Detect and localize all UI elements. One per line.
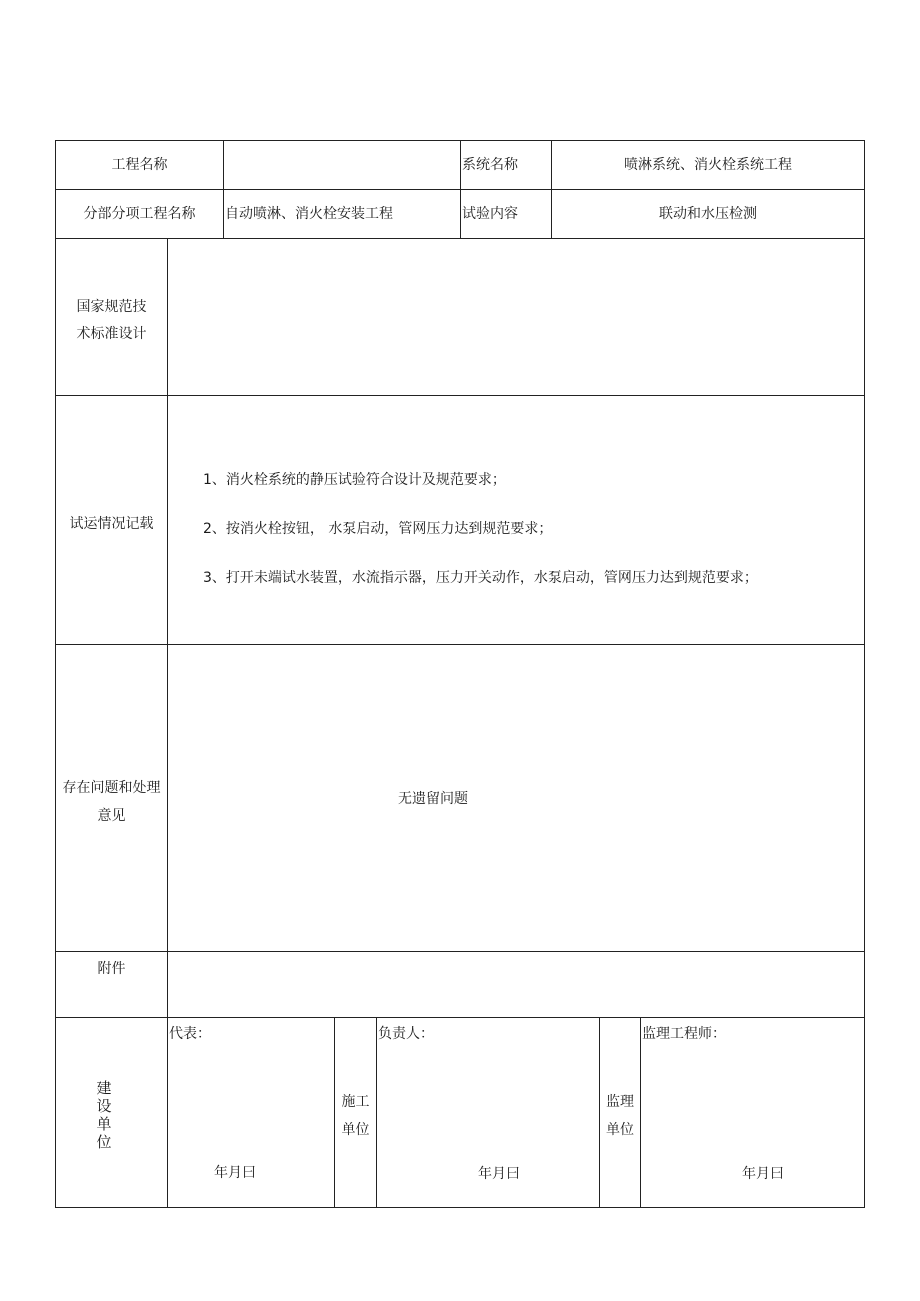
owner-unit-char: 建 [96, 1079, 112, 1097]
sub-project-label: 分部分项工程名称 [83, 206, 196, 222]
col-divider [640, 1017, 641, 1208]
row-divider [55, 951, 865, 952]
trial-run-item: 2、按消火栓按钮， 水泵启动，管网压力达到规范要求； [203, 521, 553, 537]
table-border-right [864, 140, 865, 1208]
row-divider [55, 1017, 865, 1018]
supervision-unit-label [600, 1093, 640, 1139]
standards-label-line1: 国家规范技 [76, 299, 147, 315]
issues-label-line1: 存在问题和处理 [62, 780, 161, 796]
supervision-engineer-label: 监理工程师： [642, 1026, 726, 1042]
issues-value: 无遗留问题 [398, 791, 468, 807]
trial-run-label: 试运情况记载 [69, 516, 154, 532]
row-divider [55, 395, 865, 396]
construction-unit-line2: 单位 [341, 1122, 370, 1138]
project-name-label: 工程名称 [111, 157, 168, 173]
owner-unit-char: 单 [96, 1115, 112, 1133]
col-divider [223, 140, 224, 239]
table-border-bottom [55, 1207, 865, 1208]
system-name-label: 系统名称 [462, 157, 518, 173]
owner-unit-label [94, 1079, 114, 1151]
construction-unit-line1: 施工 [341, 1094, 370, 1110]
issues-label-line2: 意见 [97, 808, 126, 824]
row-divider [55, 644, 865, 645]
owner-unit-char: 设 [96, 1097, 112, 1115]
test-content-value[interactable]: 联动和水压检测 [659, 206, 757, 222]
issues-label [56, 779, 167, 825]
supervision-unit-line1: 监理 [606, 1094, 634, 1110]
trial-run-item: 3、打开未端试水装置，水流指示器，压力开关动作，水泵启动，管网压力达到规范要求； [203, 570, 758, 586]
col-divider [460, 140, 461, 239]
col-divider [167, 238, 168, 1208]
supervision-date: 年月曰 [742, 1166, 784, 1182]
trial-run-item: 1、消火栓系统的静压试验符合设计及规范要求； [203, 472, 506, 488]
col-divider [551, 140, 552, 239]
owner-date: 年月曰 [214, 1165, 256, 1181]
test-content-label: 试验内容 [462, 206, 518, 222]
supervision-unit-line2: 单位 [606, 1122, 634, 1138]
owner-unit-char: 位 [96, 1133, 112, 1151]
attachment-label: 附件 [97, 961, 126, 977]
construction-unit-label [335, 1093, 376, 1139]
construction-date: 年月曰 [478, 1166, 520, 1182]
system-name-value[interactable]: 喷淋系统、消火栓系统工程 [624, 157, 792, 173]
owner-rep-label: 代表： [169, 1026, 211, 1042]
sub-project-value[interactable]: 自动喷淋、消火栓安装工程 [225, 206, 393, 222]
standards-label [56, 298, 167, 343]
col-divider [376, 1017, 377, 1208]
construction-lead-label: 负责人： [378, 1026, 434, 1042]
standards-label-line2: 术标准设计 [76, 326, 147, 342]
